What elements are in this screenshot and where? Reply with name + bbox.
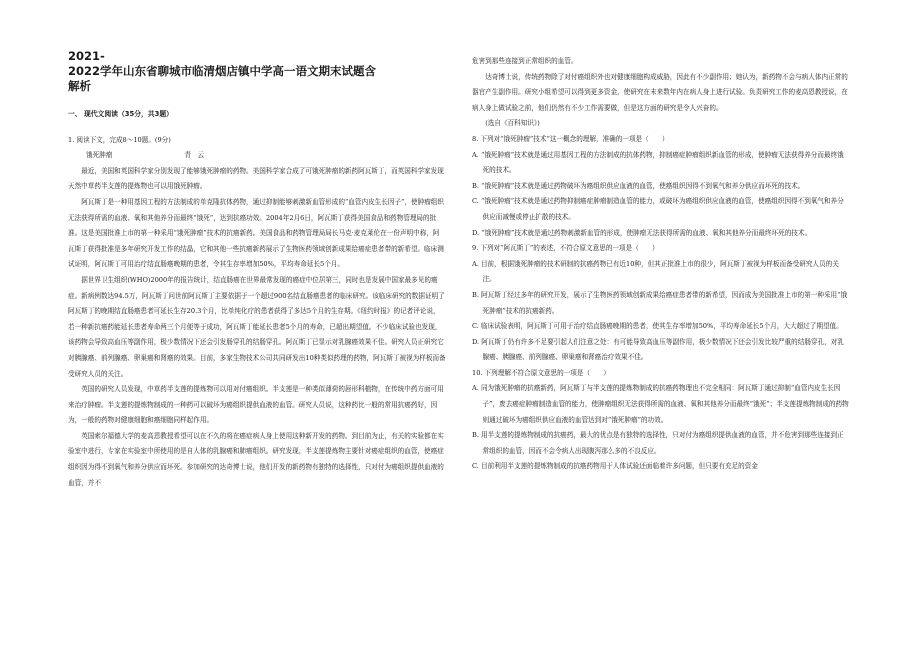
article-heading	[68, 148, 446, 164]
paragraph: 阿瓦斯丁是一种用基因工程的方法制成的单克隆抗体药物，通过抑制能够刺激新血管形成的“血管内皮生长因子”，使肿瘤组织无法获得所需的血液、氧和其他养分而最终“饿死”，达到抗癌功效。2004年2月6日，阿瓦斯丁获得美国食品和药物管理局的批准。这是美国批准上市的第一种采用“饿死肿瘤”技术的抗癌新药。美国食品和药物管理局局长马克·麦克莱伦在一份声明中称，阿瓦斯丁获得批准是多年研究开发工作的结晶，它和其他一些抗癌新药展示了生物医药领域创新成果给癌症患者带的新希望。临床测试证明，阿瓦斯丁可用治疗结直肠癌晚期的患者，令其生存率增加50%，平均寿命延长5个月。	[68, 197, 444, 269]
q10-option: C. 目前利用半支莲的提炼物制成的抗癌药物用于人体试验还面临着许多问题，但只要有充足的资金	[472, 462, 758, 471]
paragraph: 危害到那些连接到正常组织的血管。	[472, 57, 578, 65]
q9-option: C. 临床试验表明，阿瓦斯丁可用于治疗结直肠癌晚期的患者，使其生存率增加50%，平均寿命延长5个月，大大超过了期望值。	[472, 322, 843, 331]
q8-option: C. “饿死肿瘤”技术就是通过药物抑制癌症肿瘤制造血管的能力，或破坏为癌组织供应血液的血管，使癌组织因得不到氧气和养分供应而减慢或停止扩散的技术。	[472, 197, 844, 221]
paragraph: 据世界卫生组织(WHO)2000年的报告统计，结直肠癌在世界最常发现的癌症中位居第三，同时也是发展中国家最多见的癌症。新病例数达94.5万，阿瓦斯丁问世前阿瓦斯丁主要依据于一个超过900名结直肠癌患者的临床研究。该临床研究的数据证明了阿瓦斯丁的晚期结直肠癌患者可延长生存20.3个月，比单纯化疗的患者获得了多达5个月的生存期。《纽约时报》的记者评论说，若一种新抗癌药能延长患者寿命两三个月便等于成功，阿瓦斯丁能延长患者5个月的寿命，已超出期望值。不少临床试验也发现，该药物会导致高血压等副作用，极少数情况下还会引发肠穿孔的结肠穿孔。阿瓦斯丁已显示对乳腺癌效果不佳。研究人员正研究它对胰腺癌、前列腺癌、卵巢癌和肾癌的效果。目前，多家生物技术公司共同研发出10种类似药理的药物，阿瓦斯丁被视为样板而备受研究人员的关注。	[68, 275, 446, 378]
q8-option: A. “饿死肿瘤”技术就是通过用基因工程的方法制成的抗体药物，抑制癌症肿瘤组织新血管的形成，使肿瘤无法获得养分而最终饿死的技术。	[472, 150, 844, 175]
question-9-stem: 9. 下列对“阿瓦斯丁”的表述，不符合原文意思的一项是（ ）	[472, 244, 659, 253]
question-intro: 1. 阅读下文，完成8～10题。(9分)	[68, 135, 171, 144]
q9-option: D. 阿瓦斯丁仍有许多不足要引起人们注意之处：有可能导致高血压等副作用，极少数情况下还会引发比较严重的结肠穿孔，对乳腺癌、胰腺癌、前列腺癌、卵巢癌和肾癌治疗效果不佳。	[472, 337, 844, 362]
q10-option: A. 同为饿死肿瘤的抗癌新药，阿瓦斯丁与半支莲的提炼物制成的抗癌药物理也不完全相同：阿瓦斯丁通过抑制“血管内皮生长因子”，废去癌症肿瘤制造血管的能力，使肿瘤组织无法获得所需的血液、氧和其他养分而最终“饿死”；半支莲提炼物制成的药物则通过破坏为癌组织供应血液的血管达到对“饿死肿瘤”的功效。	[472, 384, 849, 424]
q8-option: B. “饿死肿瘤”技术就是通过药物破坏为癌组织供应血液的血管，使癌组织因得不到氧气和养分供应而坏死的技术。	[472, 181, 805, 190]
left-column	[68, 0, 446, 491]
q8-option: D. “饿死肿瘤”技术就是通过药物刺激新血管的形成，使肿瘤无法获得所需的血液、氧和其他养分而最终坏死的技术。	[472, 228, 812, 237]
article-author: 青 云	[184, 151, 205, 160]
article-title: 饿死肿瘤	[86, 151, 113, 160]
q9-option: A. 目前，根据饿死肿瘤的技术研制的抗癌药物已有近10种，但其正批准上市的很少，阿瓦斯丁被视为样板而备受研究人员的关注。	[472, 259, 839, 284]
q10-option: B. 用半支莲的提炼物制成的抗癌药，最大的优点是有独特的选择性，只对付为癌组织提供血液的血管，并不危害到那些连接到正常组织的血管，因而不会令病人出现腹泻那么多的不良反应。	[472, 431, 844, 455]
title-line: 2021-	[68, 49, 105, 63]
right-column	[472, 54, 850, 475]
document-title	[68, 49, 446, 94]
paragraph: 最近，美国和英国科学家分别发现了能够饿死肿瘤的药物。美国科学家合成了可饿死肿瘤的新药阿瓦斯丁，而英国科学家发现天然中草药半支莲的提炼物也可以用饿死肿瘤。	[68, 166, 444, 191]
q9-option: B. 阿瓦斯丁经过多年的研究开发，展示了生物医药领域创新成果给癌症患者带的新希望，因而成为美国批准上市的第一种采用“饿死肿瘤”技术的抗癌新药。	[472, 290, 848, 315]
section-heading: 一、 现代文阅读（35分，共3题）	[68, 110, 173, 118]
question-10-stem: 10. 下列理解不符合原文意思的一项是（ ）	[472, 368, 610, 377]
question-8-stem: 8. 下列对“饿死肿瘤”技术”这一概念的理解，准确的一项是（ ）	[472, 134, 669, 143]
paragraph: 英国索尔福德大学的麦高恩教授希望可以在不久的将在癌症病人身上使用这种新开发的药物。到目前为止，有关的实验都在实验室中进行，专家在实验室中所使用的是自人体的乳腺癌和肺癌组织。研究发现，半支莲提炼物主要针对癌症组织的血管，使癌症组织因为得不到氧气和养分供应而坏死。参加研究的达奇博士说，他们开发的新药物有独特的选择性，只对付为癌组织提供血液的血管，并不	[68, 431, 444, 487]
title-line: 2022学年山东省聊城市临清烟店镇中学高一语文期末试题含	[68, 64, 377, 78]
source-note: (选自《百科知识》)	[485, 119, 540, 128]
paragraph: 英国的研究人员发现，中草药半支莲的提炼物可以用对付癌组织。半支莲是一种类似薄荷的唇形科植物，在传统中药方面可用来治疗肿瘤。半支莲的提炼物制成的一种药可以破坏为癌组织提供血液的血管。研究人员说，这种药比一般的常用抗癌药好，因为，一般的药物对健康细胞和癌细胞同样起作用。	[68, 385, 444, 425]
paragraph: 达奇博士说，传统药物除了对付癌组织外也对健康细胞构成威胁，因此有不少副作用；她认为，新药物不会与病人体内正常的器官产生副作用。研究小组希望可以得到更多资金，使研究在未来数年内在病人身上进行试验。负责研究工作的麦高恩教授说，在病人身上做试验之前，他们仍然有不少工作需要做，但是这方面的研究是令人兴奋的。	[472, 72, 848, 112]
title-line: 解析	[68, 79, 91, 93]
